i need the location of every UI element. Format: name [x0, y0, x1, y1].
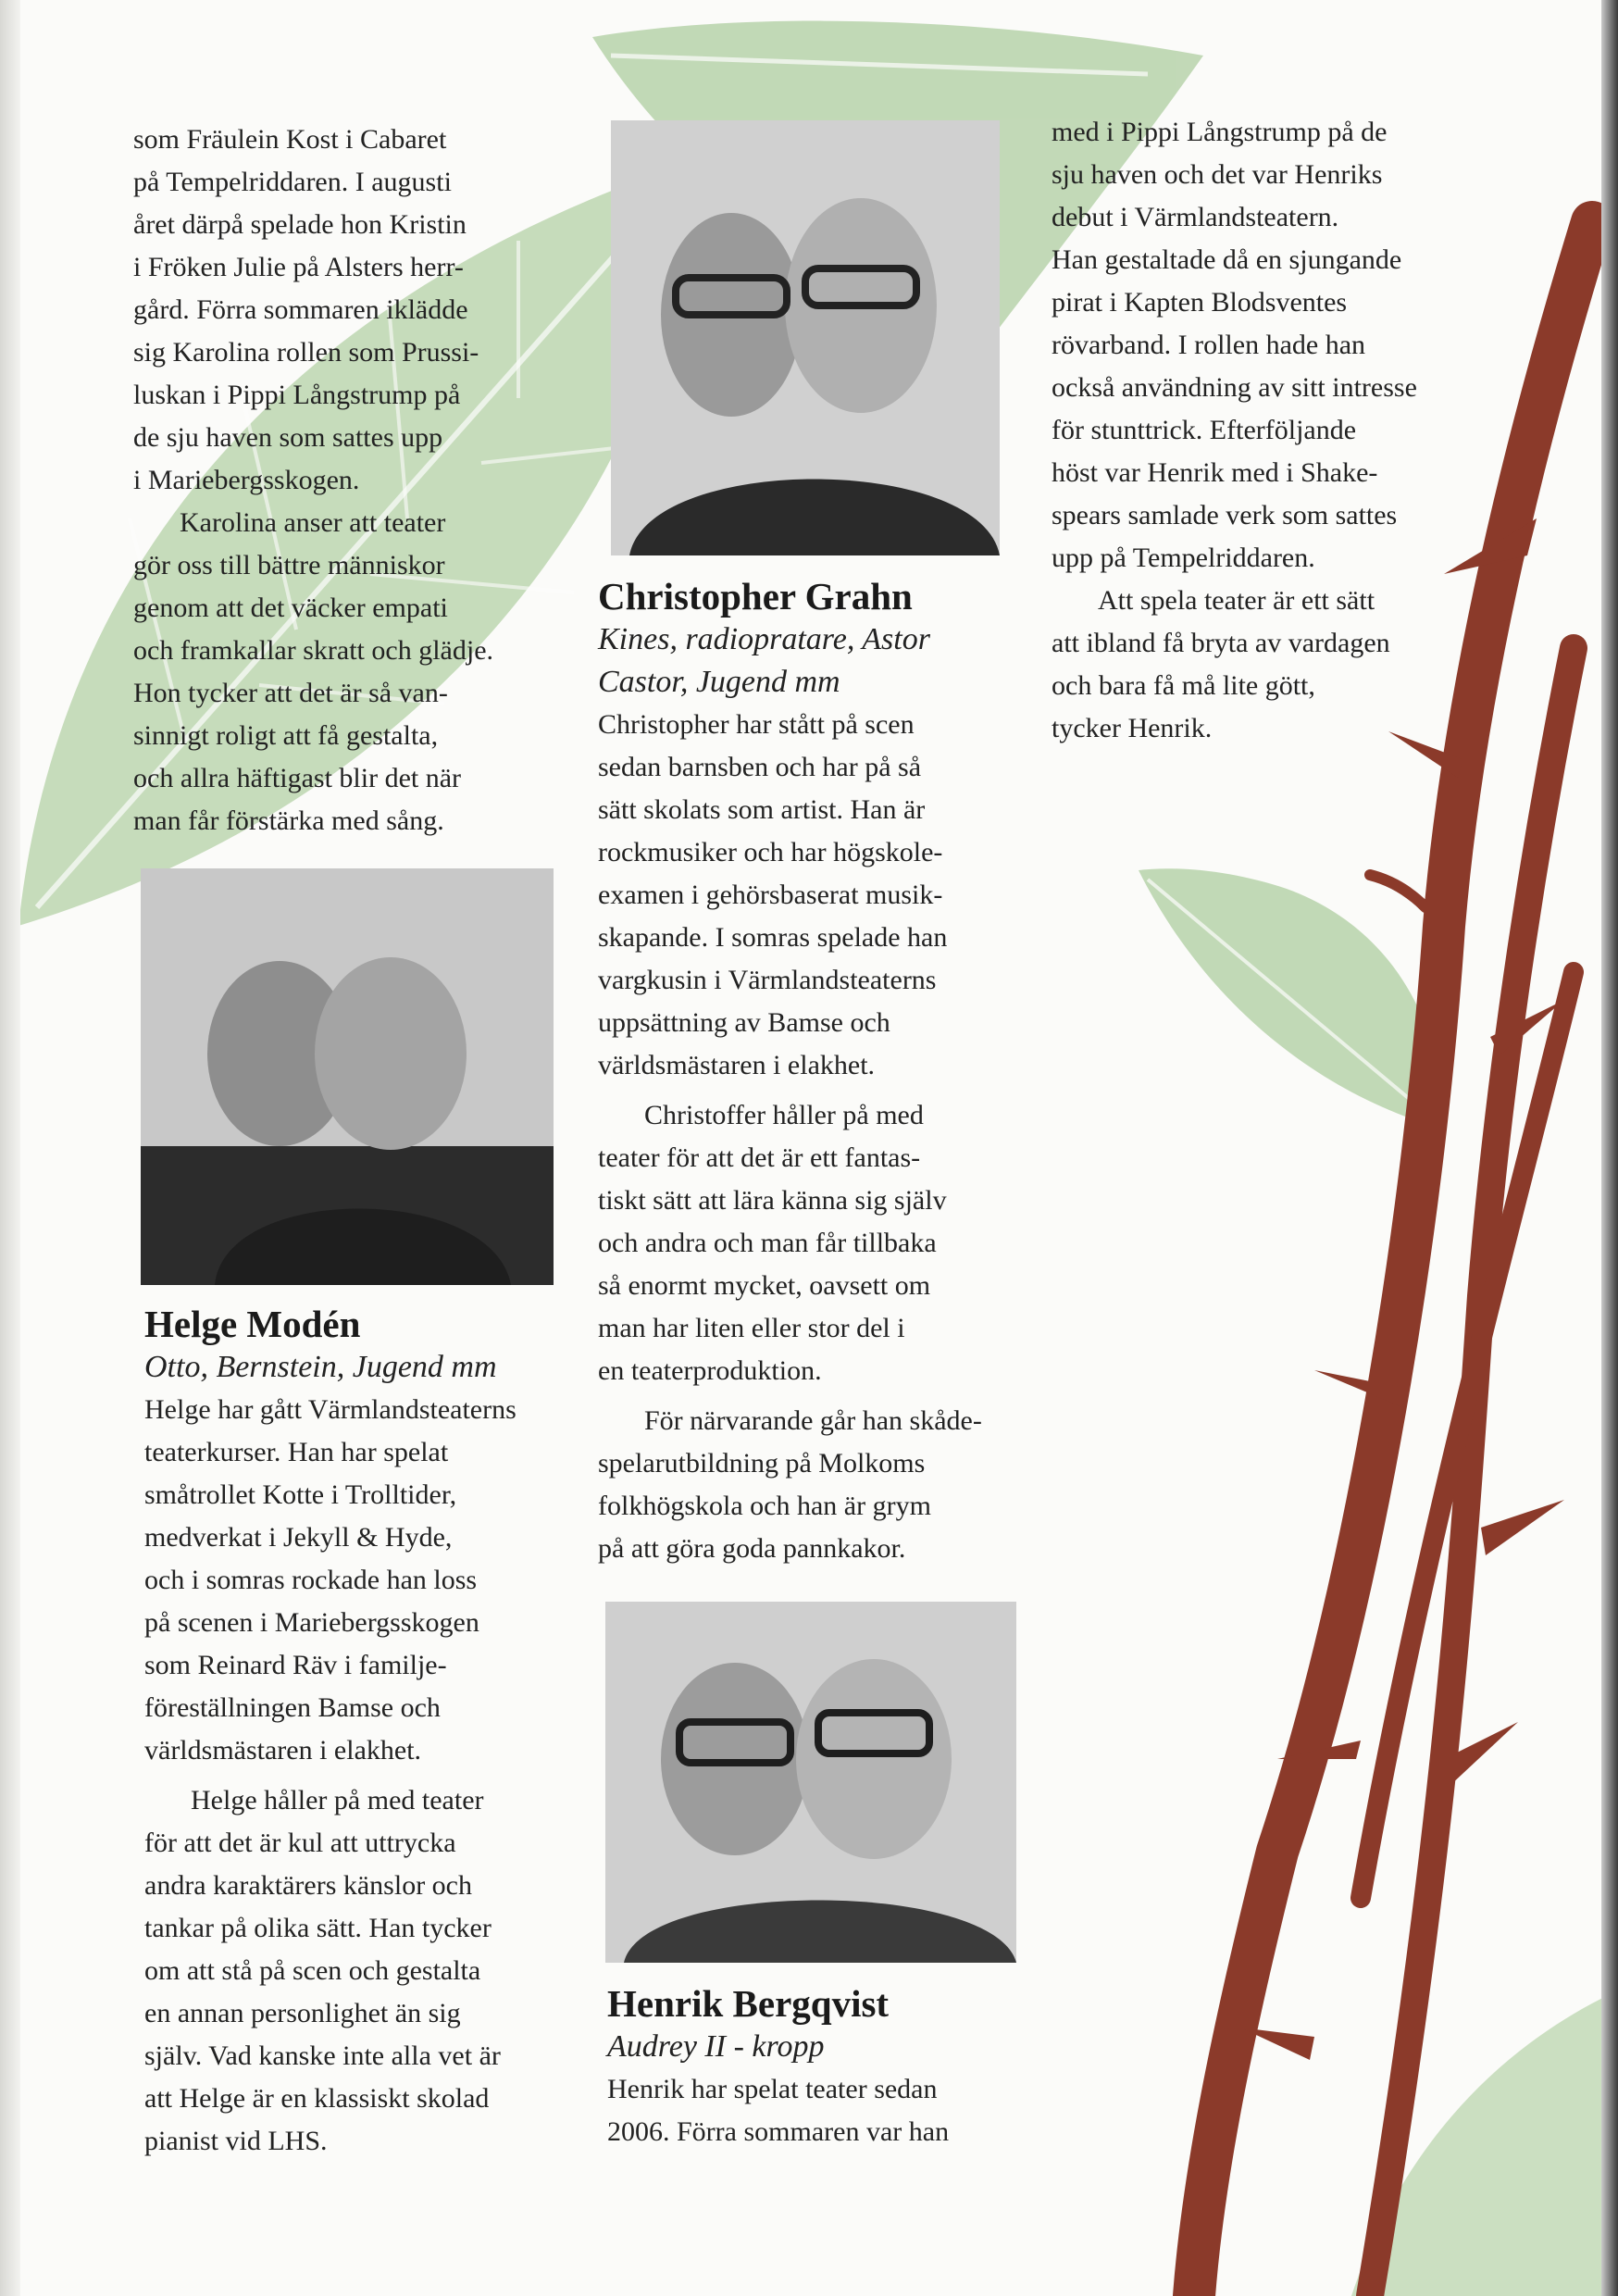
helge-roles: Otto, Bernstein, Jugend mm [144, 1350, 497, 1384]
henrik-paragraph: med i Pippi Långstrump på de sju haven och det var Henriks debut i Värmlandsteatern. Han gestaltade då en sjungande pirat i Kapten Blodsventes rövarband. I rollen hade han också användning av sitt intresse för stunttrick. Efterföljande höst var Henrik med i Shake- spears samlade verk som sattes upp på Tempelriddaren. [1052, 117, 1417, 573]
helge-photo [141, 868, 554, 1285]
page-spine [0, 0, 20, 2296]
christopher-paragraph: Christopher har stått på scen sedan barnsben och har på så sätt skolats som artist. Han är rockmusiker och har högskole- examen i gehörsbaserat musik- skapande. I somras spelade han vargkusin i Värmlandsteaterns uppsättning av Bamse och världsmästaren i elakhet. [598, 709, 948, 1080]
christopher-paragraph: För närvarande går han skåde- spelarutbildning på Molkoms folkhögskola och han är grym på att göra goda pannkakor. [598, 1405, 982, 1564]
christopher-column [598, 574, 1033, 1570]
portrait-photo-icon [611, 120, 1000, 555]
portrait-photo-icon [141, 868, 554, 1285]
leaf-illustration-icon [1139, 868, 1444, 1129]
christopher-name: Christopher Grahn [598, 575, 913, 618]
christopher-roles: Kines, radiopratare, Astor Castor, Jugend mm [598, 622, 930, 699]
christopher-paragraph: Christoffer håller på med teater för att det är ett fantas- tiskt sätt att lära känna sig själv och andra och man får tillbaka så enormt mycket, oavsett om man har liten eller stor del i en teaterproduktion. [598, 1100, 947, 1386]
helge-paragraph: Helge har gått Värmlandsteaterns teaterkurser. Han har spelat småtrollet Kotte i Trolltider, medverkat i Jekyll & Hyde, och i somras rockade han loss på scenen i Mariebergsskogen som Reinard Räv i familje- föreställningen Bamse och världsmästaren i elakhet. [144, 1394, 517, 1766]
right-column [1052, 111, 1487, 750]
portrait-photo-icon [605, 1602, 1016, 1963]
henrik-photo [605, 1602, 1016, 1963]
page-edge [1601, 0, 1618, 2296]
intro-paragraph: som Fräulein Kost i Cabaret på Tempelriddaren. I augusti året därpå spelade hon Kristin i Fröken Julie på Alsters herr- gård. Förra sommaren iklädde sig Karolina rollen som Prussi- luskan i Pippi Långstrump på de sju haven som sattes upp i Mariebergsskogen. [133, 124, 479, 495]
helge-name: Helge Modén [144, 1303, 361, 1345]
helge-column [144, 1302, 579, 2163]
henrik-paragraph: Att spela teater är ett sätt att ibland få bryta av vardagen och bara få må lite gött, tycker Henrik. [1052, 585, 1390, 743]
henrik-roles: Audrey II - kropp [607, 2029, 825, 2064]
henrik-name: Henrik Bergqvist [607, 1982, 890, 2025]
henrik-paragraph: Henrik har spelat teater sedan 2006. Förra sommaren var han [607, 2074, 950, 2147]
christopher-photo [611, 120, 1000, 555]
intro-paragraph: Karolina anser att teater gör oss till bättre människor genom att det väcker empati och framkallar skratt och glädje. Hon tycker att det är så van- sinnigt roligt att få gestalta, och allra häftigast blir det när man får förstärka med sång. [133, 507, 494, 836]
henrik-column [607, 1981, 1042, 2153]
left-intro-column [133, 119, 568, 842]
helge-paragraph: Helge håller på med teater för att det är kul att uttrycka andra karaktärers känslor och tankar på olika sätt. Han tycker om att stå på scen och gestalta en annan personlighet än sig själv. Vad kanske inte alla vet är att Helge är en klassiskt skolad pianist vid LHS. [144, 1785, 501, 2156]
